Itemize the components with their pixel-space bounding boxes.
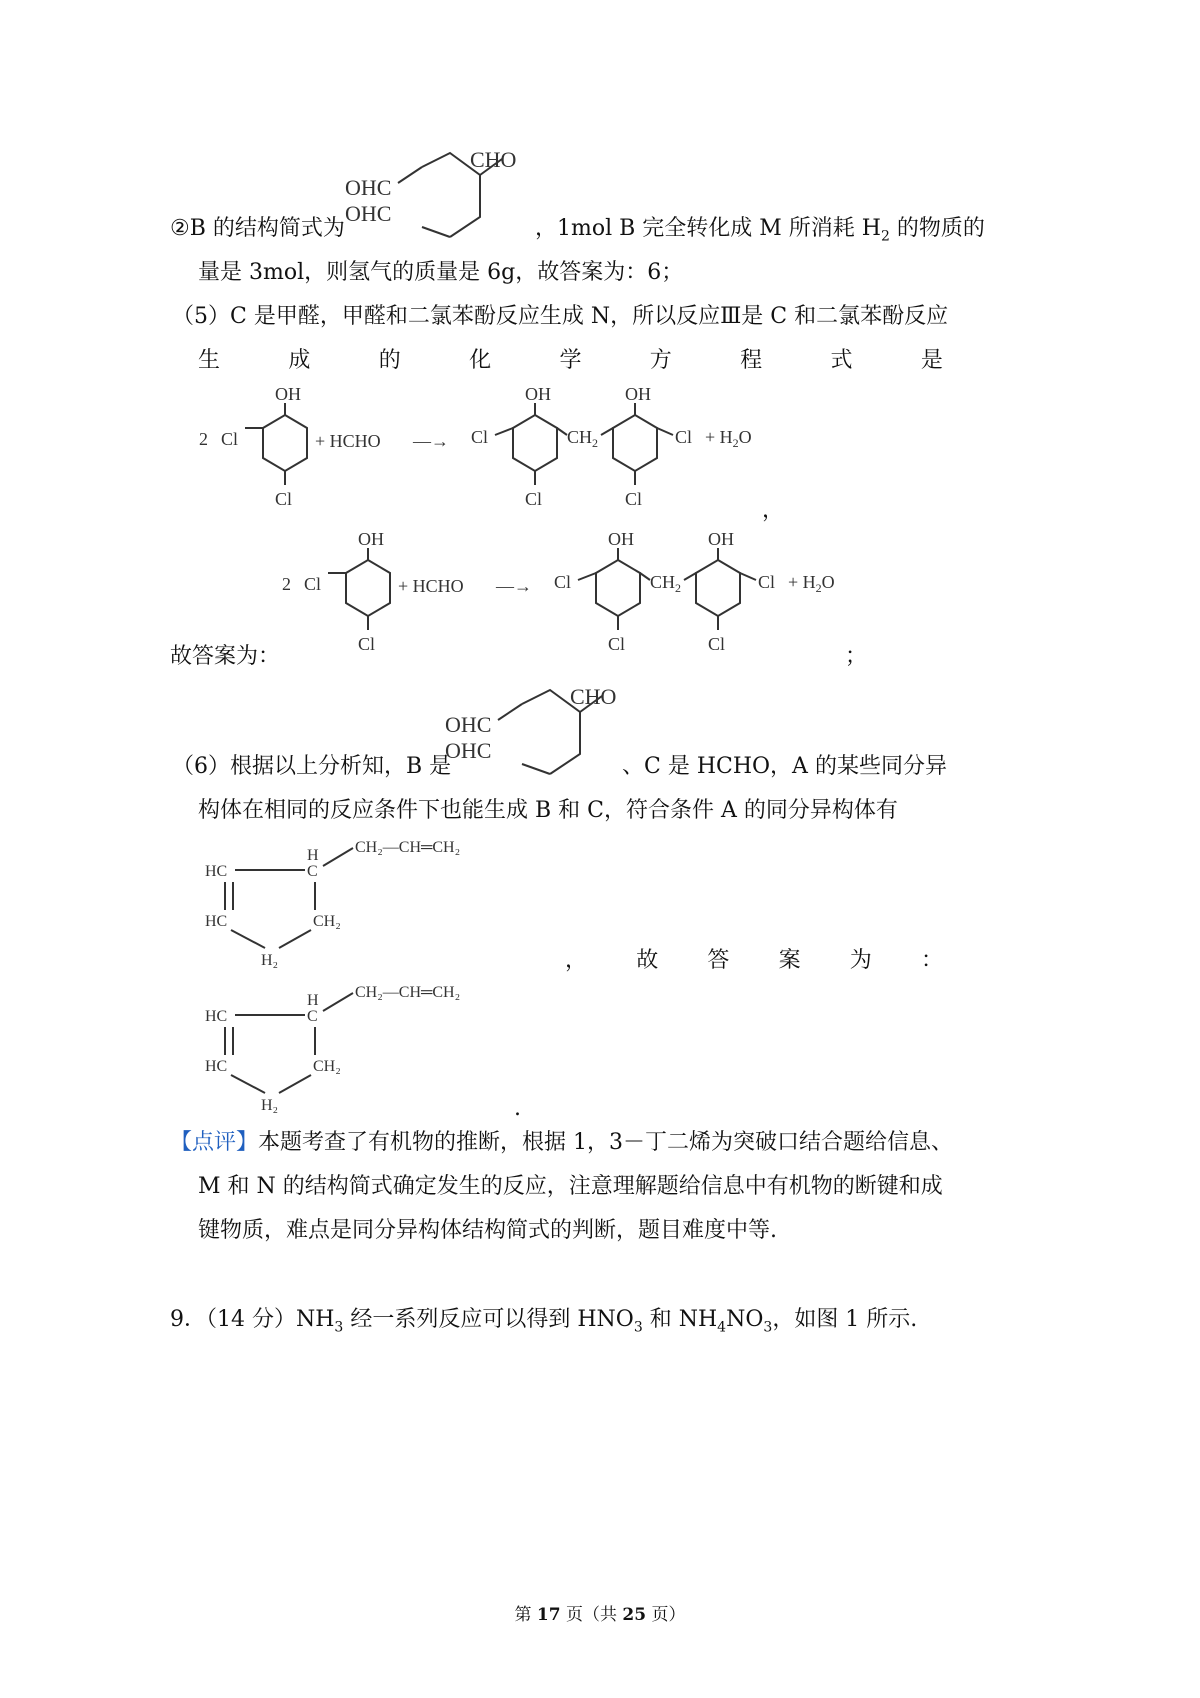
- isomer-h2: H₂: [261, 952, 279, 969]
- isomer-structure-2: [195, 975, 525, 1120]
- isomer-h2: H₂: [261, 1097, 279, 1114]
- isomer-hc: HC: [205, 1058, 228, 1075]
- q6-line-2: 构体在相同的反应条件下也能生成 B 和 C，符合条件 A 的同分异构体有: [198, 798, 898, 823]
- cl-label: Cl: [554, 572, 572, 592]
- cl-label: Cl: [758, 572, 776, 592]
- coef-label: 2: [199, 429, 208, 449]
- q6-suffix: 、C 是 HCHO，A 的某些同分异: [622, 754, 947, 779]
- cl-label: Cl: [221, 429, 239, 449]
- answer-prefix: 故答案为：: [170, 644, 281, 669]
- cl-label: Cl: [471, 427, 489, 447]
- cl-label: Cl: [358, 634, 376, 654]
- hydrogen-mass-text: 量是 3mol，则氢气的质量是 6g，故答案为：6；: [198, 260, 684, 285]
- semicolon-after-equation: ；: [845, 644, 868, 669]
- isomer-hc: HC: [205, 863, 228, 880]
- oh-label: OH: [708, 530, 734, 549]
- period-end: .: [514, 1096, 521, 1121]
- q5-line-1: （5）C 是甲醛，甲醛和二氯苯酚反应生成 N，所以反应Ⅲ是 C 和二氯苯酚反应: [172, 304, 949, 329]
- plus-hcho: + HCHO: [315, 431, 381, 451]
- oh-label: OH: [608, 530, 634, 549]
- question-9: 9．（14 分）$NH_3$ 经一系列反应可以得到 $HNO_3$ 和 $NH_4NO_3$，如图 1 所示.: [170, 1307, 918, 1336]
- reaction-equation-1: [195, 385, 775, 520]
- q6-prefix: （6）根据以上分析知，B 是: [172, 754, 452, 779]
- review-tag: 【点评】: [170, 1130, 259, 1155]
- ohc-label: OHC: [445, 738, 492, 763]
- b-structure-suffix: ，1mol B 完全转化成 M 所消耗 $H_2$ 的物质的: [535, 216, 985, 245]
- review-line-1: 【点评】本题考查了有机物的推断，根据 1，3－丁二烯为突破口结合题给信息、: [170, 1130, 954, 1155]
- arrow: —→: [496, 576, 532, 596]
- plus-h2o: + $H_2O$: [788, 572, 835, 595]
- b-structure-diagram-2: [440, 672, 640, 782]
- review-line-2: M 和 N 的结构简式确定发生的反应，注意理解题给信息中有机物的断键和成: [198, 1174, 943, 1199]
- isomer-c: C: [307, 1008, 318, 1025]
- isomer-ch2: CH₂: [313, 913, 341, 930]
- isomer-h: H: [307, 992, 319, 1009]
- review-line-3: 键物质，难点是同分异构体结构简式的判断，题目难度中等.: [198, 1218, 777, 1243]
- reaction-equation-2: [278, 530, 858, 665]
- cl-label: Cl: [708, 634, 726, 654]
- isomer-h: H: [307, 847, 319, 864]
- cl-label: Cl: [625, 489, 643, 509]
- ohc-label: OHC: [345, 201, 392, 226]
- coef-label: 2: [282, 574, 291, 594]
- cl-label: Cl: [275, 489, 293, 509]
- isomer-hc: HC: [205, 913, 228, 930]
- b-structure-prefix: ②B 的结构简式为: [170, 216, 345, 241]
- b-structure-diagram-1: [340, 135, 540, 245]
- ch2-label: $CH_2$: [650, 572, 682, 595]
- cl-label: Cl: [525, 489, 543, 509]
- isomer-chain: CH₂—CH═CH₂: [355, 839, 461, 856]
- plus-h2o: + $H_2O$: [705, 427, 752, 450]
- isomer-chain: CH₂—CH═CH₂: [355, 984, 461, 1001]
- cl-label: Cl: [608, 634, 626, 654]
- ohc-label: OHC: [445, 712, 492, 737]
- arrow: —→: [413, 431, 449, 451]
- oh-label: OH: [525, 385, 551, 404]
- isomer-ch2: CH₂: [313, 1058, 341, 1075]
- isomer-c: C: [307, 863, 318, 880]
- oh-label: OH: [625, 385, 651, 404]
- isomer-hc: HC: [205, 1008, 228, 1025]
- oh-label: OH: [358, 530, 384, 549]
- cl-label: Cl: [675, 427, 693, 447]
- comma-after-equation: ，: [762, 498, 785, 523]
- cho-label: CHO: [470, 147, 517, 172]
- q5-line-2: 生 成 的 化 学 方 程 式 是: [198, 348, 943, 373]
- cho-label: CHO: [570, 684, 617, 709]
- q6-answer-line: ， 故 答 案 为 ：: [565, 948, 943, 973]
- oh-label: OH: [275, 385, 301, 404]
- ohc-label: OHC: [345, 175, 392, 200]
- plus-hcho: + HCHO: [398, 576, 464, 596]
- ch2-label: $CH_2$: [567, 427, 599, 450]
- page-footer: 第 17 页（共 25 页）: [514, 1605, 686, 1625]
- isomer-structure-1: [195, 830, 525, 975]
- cl-label: Cl: [304, 574, 322, 594]
